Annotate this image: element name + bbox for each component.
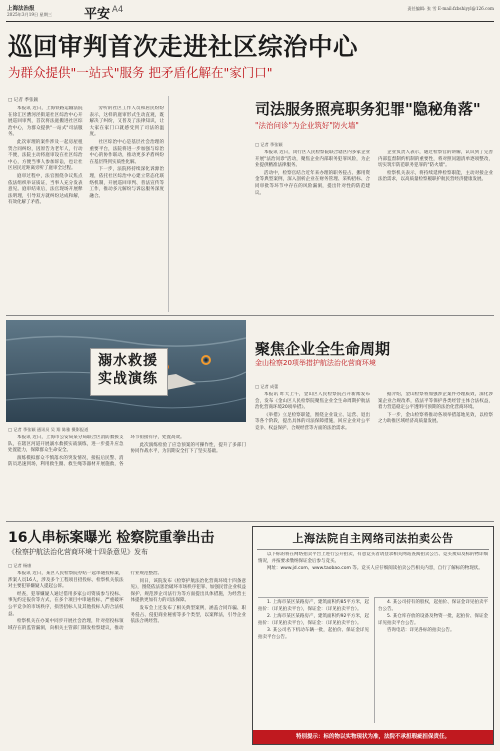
lead-headline: 巡回审判首次走进社区综治中心 [8, 32, 358, 61]
lead-subtitle: 为群众提供"一站式"服务 把矛盾化解在"家门口" [8, 65, 273, 80]
notice-column-2: 4. 某公司持有的股权，起拍价、保证金详见拍卖平台公告。 5. 某仓库存放的设备及物资一批，起拍价、保证金详见拍卖平台公告。 咨询电话：详见各标的拍卖公告。 [374, 597, 488, 723]
midright-headline: 聚焦企业全生命周期 [255, 340, 391, 358]
notice-rule [257, 549, 489, 550]
notice-column-1: 1. 上海市某区某路房产，建筑面积约85平方米，起拍价：（详见拍卖平台），保证金：（详见拍卖平台）。 2. 上海市某区某路房产，建筑面积约92平方米，起拍价：（详见拍卖平台），保证金：（详见拍卖平台）。 3. 某公司名下机动车辆一批，起拍价、保证金详见拍卖平台公告。 [258, 597, 369, 723]
topright-headline: 司法服务照亮职务犯罪"隐秘角落" [255, 100, 481, 118]
masthead-rule [6, 21, 494, 22]
lead-body: 本报讯 近日，上海铁路运输法院在徐汇区漕河泾街道社区综治中心开展巡回审判，首次将法庭搬进社区综治中心，为群众提供"一站式"司法服务。 此次审理的案件涉及一起房屋租赁合同纠纷，因原告为老年人，行动不便，法院主动将庭审设在社区综治中心，方便当事人参加诉讼，也让社区居民近距离旁听了庭审全过程。 庭审过程中，法官围绕争议焦点依法组织举证质证，当事人充分发表意见。庭审结束后，法官现场开展释法明理，引导双方就纠纷达成和解，有效化解了矛盾。 旁听的社区工作人员和居民纷纷表示，这样的庭审形式生动直观，既解决了纠纷，又普及了法律知识，让大家在家门口就感受到了司法的温度。 社区综治中心是基层社会治理的重要平台，法院将进一步加强与综治中心的协作联动，推动更多矛盾纠纷在基层得到实质性化解。 下一步，法院将持续深化诉源治理，依托社区综治中心建立常态化联络机制，开展巡回审判、普法宣传等工作，推动多元解纷与诉讼服务深度融合。 [8, 106, 164, 206]
topright-body: 本报讯 近日，闵行区人民检察院联合辖区内多家企业开展"法治问诊"活动，聚焦企业内部职务犯罪风险，为企业提供精准法律服务。 活动中，检察官结合近年来办理的职务侵占、挪用资金等典型案例，深入剖析企业在财务管理、采购招标、合同审批等环节中存在的风险漏洞，提出针对性的防范建议。 企业负责人表示，通过检察官的讲解，认识到了完善内部监督制约机制的重要性，将对照问题清单逐项整改，切实筑牢防范职务犯罪的"防火墙"。 检察机关表示，将持续延伸检察职能，主动对接企业法治需求，以高质量检察履职护航民营经济健康发展。 [255, 150, 493, 196]
editor-line: 责任编辑: 张 雪 E-mail:fzbshiyyl@126.com [407, 6, 494, 11]
page-number: A4 [112, 5, 124, 15]
notice-intro: 以下标的将在网络拍卖平台上进行公开拍卖，有意竞买者请登录相关网站查阅拍卖公告、竞买须知及标的物详细情况，并按要求缴纳保证金后参与竞买。 网址：www.jd.com、www.taobao.com 等。竞买人应仔细阅读拍卖公告相关内容，自行了解标的物现状。 [258, 552, 488, 572]
auction-notice [252, 526, 494, 745]
midright-subtitle: 金山检察20项举措护航法治化营商环境 [255, 359, 376, 367]
auction-notice-title: 上海法院自主网络司法拍卖公告 [292, 532, 454, 545]
midright-byline: □ 记者 成蕾 [255, 384, 279, 389]
bottomleft-body: 本报讯 近日，某区人民检察院办结一起串通投标案，涉案人员16人，涉及多个工程项目招投标，检察机关依法对主要犯罪嫌疑人提起公诉。 经查，犯罪嫌疑人通过借用多家公司资质参与投标、事先约定报价等方式，在多个项目中串通投标，严重破坏公平竞争的市场秩序，损害招标人及其他投标人的合法权益。 检察机关在办案中同步开展社会治理，针对招投标领域存在的监管漏洞，向相关主管部门制发检察建议，推动行业规范整治。 同日，该院发布《检察护航法治化营商环境十四条意见》，围绕依法惩治破坏市场秩序犯罪、加强民营企业权益保护、规范涉企司法行为等方面提出具体措施，为经营主体提供更加有力的司法保障。 发布会上还发布了相关典型案例，涵盖合同诈骗、职务侵占、侵犯商业秘密等多个类型，以案释法，引导企业依法合规经营。 [8, 571, 246, 631]
bottomleft-subtitle: 《检察护航法治化营商环境十四条意见》发布 [8, 548, 148, 556]
section-title: 平安 [84, 7, 111, 22]
topright-subtitle: "法治问诊"为企业筑好"防火墙" [255, 121, 359, 130]
topright-byline: □ 记者 季张颖 [255, 142, 283, 147]
lead-byline: □ 记者 季张颖 [8, 98, 39, 103]
notice-footer: 特别提示：标的物以实物现状为准，法院不承担瑕疵担保责任。 [253, 730, 493, 744]
issue-date: 2025年3月19日 星期三 [7, 12, 53, 17]
section-rule [6, 521, 494, 522]
bottomleft-byline: □ 记者 杨康 [8, 563, 32, 568]
column-divider [168, 96, 169, 312]
section-rule [6, 315, 494, 316]
photo-caption-box [90, 348, 168, 396]
midright-body: 本报讯 昨天上午，金山区人民检察院召开新闻发布会，发布《金山区人民检察院聚焦企业全生命周期护航法治化营商环境20项举措》。 《举措》立足检察职能，围绕企业设立、运营、退出等各个阶段，提出具体的司法保障措施，回应企业对公平竞争、权益保护、合规经营等方面的法治需求。 据介绍，金山检察将加强涉企案件办理质效，深化涉案企业合规改革，依法平等保护各类经营主体合法权益，着力营造稳定公平透明可预期的法治化营商环境。 下一步，金山检察将推动各项举措落地见效，以检察之力助推区域经济高质量发展。 [255, 392, 493, 431]
paper-name: 上海法治报 [7, 6, 35, 12]
bottomleft-headline: 16人串标案曝光 检察院重拳出击 [8, 530, 215, 546]
photo-story-byline: □ 记者 季张颖 通讯员 吴 翔 陈雅 摄影报道 [8, 427, 89, 432]
photo-story-headline: 溺水救援实战演练 [98, 353, 158, 387]
photo-story-body: 本报讯 近日，上海市公安局某分局联合区消防救援支队，在辖区河道开展溺水救援实战演练，进一步提升应急处置能力，保障群众生命安全。 演练模拟群众不慎落水的突发情况，接报后民警、消防员迅速到场，利用救生圈、救生绳等器材开展施救，各环节衔接有序，处置高效。 此次演练检验了应急预案的可操作性，提升了多部门协同作战水平，为汛期安全打下了坚实基础。 [8, 435, 246, 468]
